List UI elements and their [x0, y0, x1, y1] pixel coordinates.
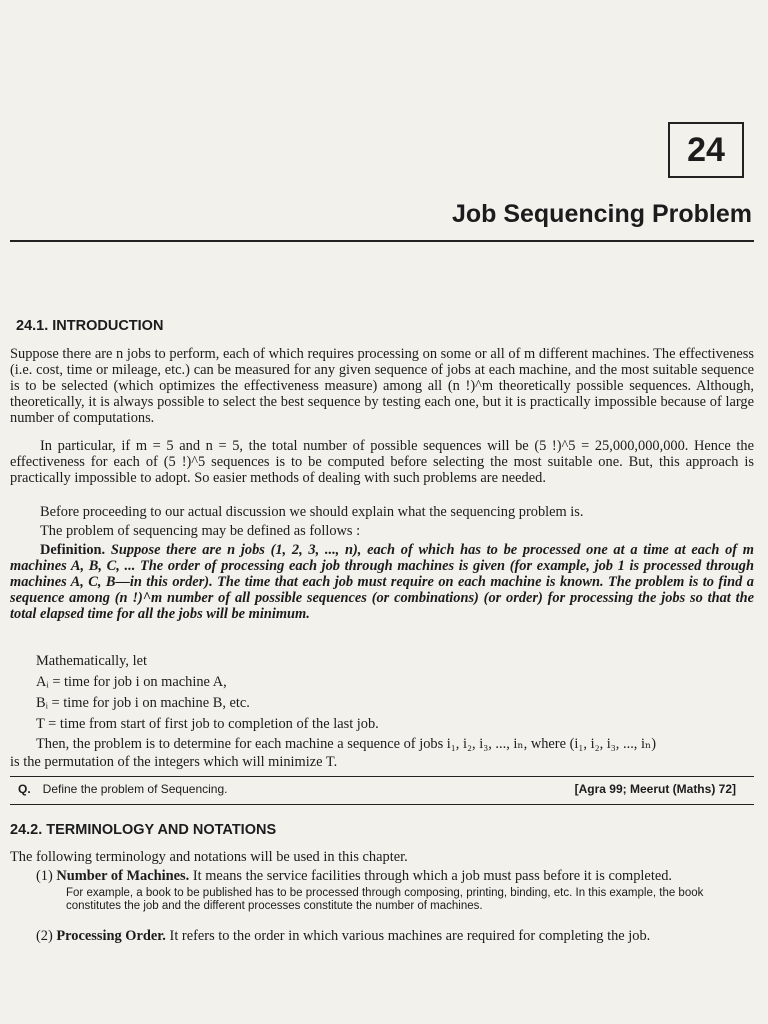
section-heading-introduction: 24.1. INTRODUCTION	[16, 318, 164, 334]
question-row	[18, 782, 748, 796]
problem-statement-line-1: Then, the problem is to determine for each machine a sequence of jobs i₁, i₂, i₃, ..., iₙ, where (i₁, i₂, i₃, ..., iₙ)	[36, 736, 656, 752]
chapter-number-box	[668, 122, 744, 178]
definition-paragraph	[10, 542, 754, 622]
question-top-rule	[10, 776, 754, 777]
question	[18, 782, 227, 796]
definition-a: Aᵢ = time for job i on machine A,	[36, 674, 227, 690]
intro-paragraph-1: Suppose there are n jobs to perform, each of which requires processing on some or all of m different machines. The effectiveness (i.e. cost, time or mileage, etc.) can be measured for any given sequence of jobs at each machine, and the most suitable sequence is to be selected (which optimizes the effectiveness measure) among all (n !)^m theoretically possible sequences. Although, theoretically, it is always possible to select the best sequence by testing each one, but it is practically impossible because of large number of computations.	[10, 346, 754, 426]
list-item	[36, 928, 748, 945]
definition-t: T = time from start of first job to completion of the last job.	[36, 716, 379, 732]
chapter-title: Job Sequencing Problem	[451, 200, 752, 228]
item-text: It refers to the order in which various machines are required for completing the job.	[169, 928, 651, 944]
section-heading-terminology: 24.2. TERMINOLOGY AND NOTATIONS	[10, 822, 277, 838]
problem-statement-line-2: is the permutation of the integers which will minimize T.	[10, 754, 338, 770]
intro-paragraph-4: The problem of sequencing may be defined as follows :	[40, 523, 361, 539]
item-term: Processing Order.	[56, 928, 166, 944]
question-bottom-rule	[10, 804, 754, 805]
question-source: [Agra 99; Meerut (Maths) 72]	[574, 782, 736, 796]
definition-text: Suppose there are n jobs (1, 2, 3, ..., n), each of which has to be processed one at a time at each of m machines A, B, C, ... The order of processing each job through machines is given (for example, job 1 is processed through machines A, C, B—in this order). The time that each job must require on each machine is known. The problem is to find a sequence among (n !)^m number of all possible sequences (or combinations) (or order) for processing the jobs so that the total elapsed time for all the jobs will be minimum.	[10, 542, 754, 622]
item-example: For example, a book to be published has to be processed through composing, printing, binding, etc. In this example, the book constitutes the job and the different processes constitute the number of machines.	[66, 887, 704, 912]
question-label: Q.	[18, 782, 31, 796]
chapter-number: 24	[687, 130, 725, 169]
definition-label: Definition.	[40, 542, 106, 558]
intro-paragraph-2: In particular, if m = 5 and n = 5, the total number of possible sequences will be (5 !)^5 = 25,000,000,000. Hence the effectiveness for each of (5 !)^5 sequences is to be computed before selecting the most suitable one. But, this approach is practically impossible to adopt. So easier methods of dealing with such problems are needed.	[10, 438, 754, 486]
item-term: Number of Machines.	[56, 868, 190, 884]
item-text: It means the service facilities through which a job must pass before it is completed.	[192, 868, 672, 884]
definition-b: Bᵢ = time for job i on machine B, etc.	[36, 695, 250, 711]
list-item	[36, 868, 748, 913]
math-intro: Mathematically, let	[36, 653, 147, 669]
intro-paragraph-3: Before proceeding to our actual discussion we should explain what the sequencing problem is.	[40, 504, 584, 520]
terminology-intro: The following terminology and notations will be used in this chapter.	[10, 849, 408, 865]
item-number: (1)	[36, 868, 53, 884]
title-rule	[10, 240, 754, 242]
question-text: Define the problem of Sequencing.	[42, 782, 228, 796]
item-number: (2)	[36, 928, 53, 944]
